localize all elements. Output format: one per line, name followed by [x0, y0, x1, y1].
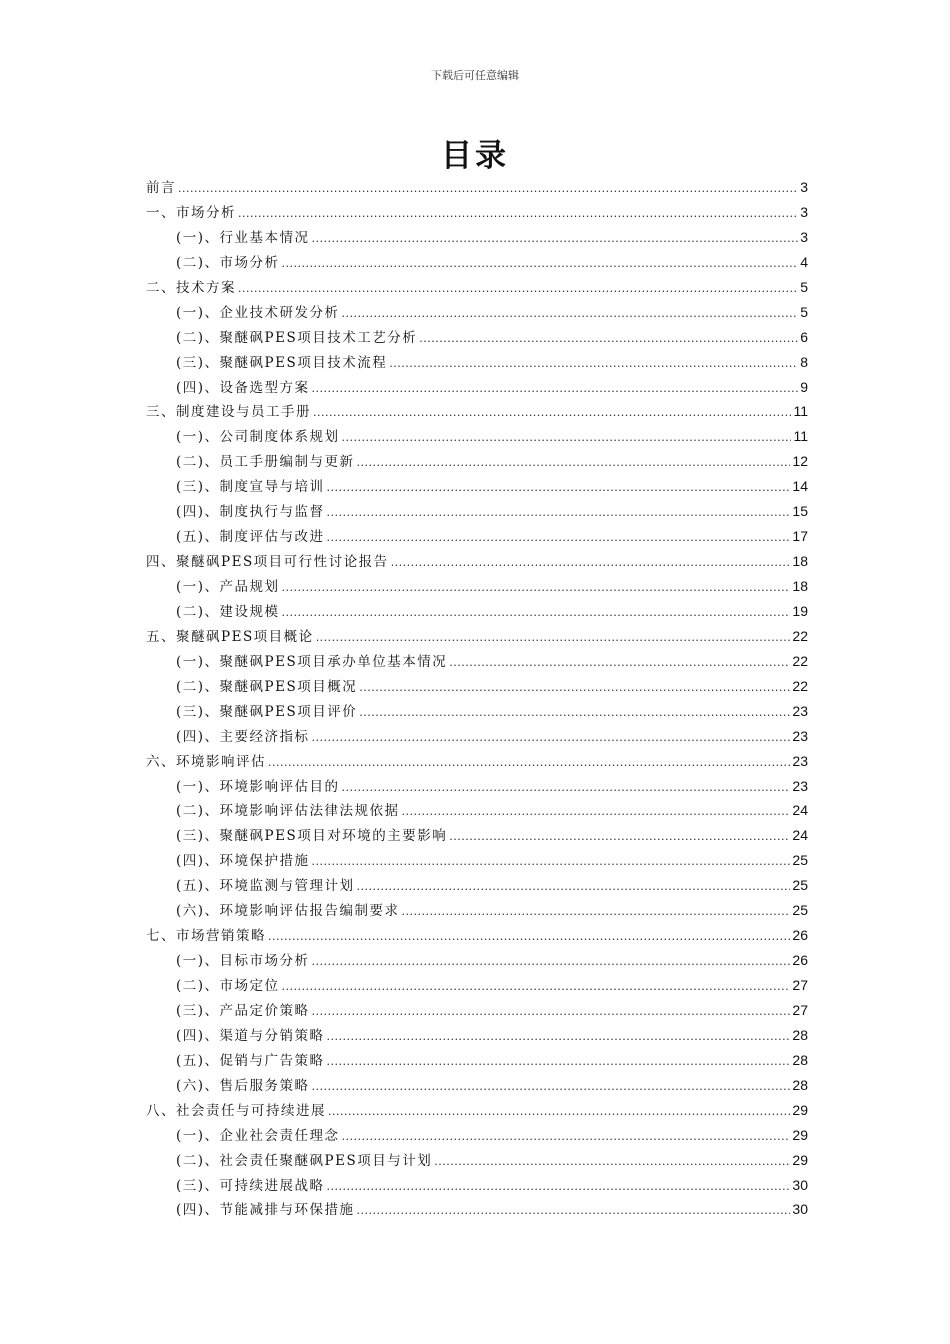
toc-entry-page-number: 8 — [800, 353, 808, 370]
toc-entry[interactable] — [146, 848, 808, 873]
toc-entry[interactable] — [146, 474, 808, 499]
toc-entry-label: (四)、制度执行与监督 — [176, 504, 325, 521]
toc-entry-page-number: 25 — [792, 902, 808, 919]
toc-entry-label: (四)、设备选型方案 — [176, 379, 310, 396]
toc-entry[interactable] — [146, 823, 808, 848]
toc-entry-label: (一)、产品规划 — [176, 579, 280, 595]
toc-entry-page-number: 18 — [792, 578, 808, 594]
toc-entry[interactable] — [146, 1197, 808, 1222]
toc-dot-leader — [327, 501, 791, 526]
toc-entry-label: (六)、环境影响评估报告编制要求 — [176, 903, 400, 920]
toc-entry-label: (五)、促销与广告策略 — [176, 1052, 325, 1069]
toc-entry[interactable] — [146, 175, 808, 200]
toc-entry-page-number: 26 — [792, 952, 808, 969]
toc-dot-leader — [282, 576, 791, 601]
toc-entry-page-number: 19 — [792, 602, 808, 619]
toc-entry-page-number: 5 — [800, 303, 808, 320]
toc-dot-leader — [312, 850, 791, 875]
toc-dot-leader — [312, 1075, 791, 1100]
toc-entry[interactable] — [146, 649, 808, 674]
toc-entry-page-number: 3 — [800, 228, 808, 245]
toc-entry[interactable] — [146, 699, 808, 724]
toc-entry-page-number: 23 — [792, 777, 808, 794]
toc-entry-page-number: 23 — [792, 727, 808, 744]
toc-entry[interactable] — [146, 1023, 808, 1048]
toc-dot-leader — [342, 1125, 791, 1150]
toc-entry-label: (四)、节能减排与环保措施 — [176, 1202, 355, 1219]
toc-entry[interactable] — [146, 923, 808, 948]
toc-dot-leader — [313, 401, 791, 426]
toc-entry[interactable] — [146, 375, 808, 400]
toc-entry-page-number: 28 — [792, 1026, 808, 1043]
toc-entry-page-number: 28 — [792, 1051, 808, 1068]
toc-dot-leader — [238, 202, 798, 227]
toc-entry[interactable] — [146, 1048, 808, 1073]
toc-entry-label: (四)、渠道与分销策略 — [176, 1027, 325, 1044]
toc-dot-leader — [238, 277, 798, 302]
toc-entry-page-number: 26 — [792, 927, 808, 944]
toc-dot-leader — [389, 352, 798, 377]
toc-entry-page-number: 23 — [792, 702, 808, 719]
toc-entry-page-number: 18 — [792, 553, 808, 570]
toc-entry-label: (一)、目标市场分析 — [176, 953, 310, 970]
toc-entry-page-number: 17 — [792, 528, 808, 545]
toc-entry-label: (三)、聚醚砜PES项目评价 — [176, 703, 358, 720]
toc-dot-leader — [419, 327, 798, 352]
toc-entry-label: (三)、聚醚砜PES项目技术流程 — [176, 354, 388, 371]
toc-entry[interactable] — [146, 524, 808, 549]
toc-entry-label: 四、聚醚砜PES项目可行性讨论报告 — [146, 554, 389, 571]
toc-dot-leader — [312, 726, 791, 751]
toc-dot-leader — [342, 776, 791, 801]
toc-entry[interactable] — [146, 973, 808, 998]
toc-entry-page-number: 5 — [800, 278, 808, 295]
toc-dot-leader — [327, 1025, 791, 1050]
toc-entry-page-number: 22 — [792, 652, 808, 669]
toc-dot-leader — [342, 426, 792, 451]
toc-dot-leader — [327, 1050, 791, 1075]
toc-entry-label: 六、环境影响评估 — [146, 753, 266, 770]
toc-entry-label: (一)、行业基本情况 — [176, 229, 310, 246]
toc-entry-label: (一)、聚醚砜PES项目承办单位基本情况 — [176, 653, 448, 670]
toc-dot-leader — [327, 526, 791, 551]
toc-entry-page-number: 3 — [800, 179, 808, 195]
toc-entry-label: (二)、环境影响评估法律法规依据 — [176, 803, 400, 820]
toc-dot-leader — [327, 1175, 791, 1200]
toc-dot-leader — [282, 975, 791, 1000]
toc-entry-page-number: 11 — [793, 428, 808, 445]
toc-entry[interactable] — [146, 749, 808, 774]
toc-entry[interactable] — [146, 399, 808, 424]
toc-title: 目录 — [441, 138, 509, 174]
toc-entry-label: (四)、环境保护措施 — [176, 853, 310, 870]
toc-entry[interactable] — [146, 724, 808, 749]
toc-dot-leader — [316, 626, 791, 651]
toc-entry-label: 一、市场分析 — [146, 204, 236, 221]
toc-dot-leader — [342, 302, 799, 327]
toc-dot-leader — [359, 701, 790, 726]
toc-entry-label: (二)、社会责任聚醚砜PES项目与计划 — [176, 1152, 433, 1169]
toc-entry-label: (一)、公司制度体系规划 — [176, 429, 340, 446]
toc-entry-page-number: 25 — [792, 852, 808, 869]
toc-entry-page-number: 6 — [800, 328, 808, 345]
toc-dot-leader — [282, 601, 791, 626]
toc-entry[interactable] — [146, 275, 808, 300]
toc-entry[interactable] — [146, 424, 808, 449]
toc-entry-label: 五、聚醚砜PES项目概论 — [146, 628, 314, 645]
toc-dot-leader — [357, 875, 791, 900]
toc-dot-leader — [391, 551, 791, 576]
toc-entry-page-number: 15 — [792, 503, 808, 520]
toc-entry[interactable] — [146, 574, 808, 599]
toc-dot-leader — [178, 177, 798, 202]
toc-dot-leader — [402, 800, 791, 825]
toc-entry-label: (三)、制度宣导与培训 — [176, 479, 325, 496]
toc-dot-leader — [268, 751, 790, 776]
toc-entry-page-number: 9 — [800, 378, 808, 395]
toc-entry[interactable] — [146, 300, 808, 325]
toc-entry[interactable] — [146, 798, 808, 823]
toc-entry-page-number: 23 — [792, 752, 808, 769]
toc-entry[interactable] — [146, 599, 808, 624]
toc-dot-leader — [359, 676, 790, 701]
toc-entry-page-number: 29 — [792, 1101, 808, 1118]
toc-entry[interactable] — [146, 1098, 808, 1123]
toc-entry[interactable] — [146, 1123, 808, 1148]
toc-entry[interactable] — [146, 1173, 808, 1198]
toc-entry-label: (六)、售后服务策略 — [176, 1077, 310, 1094]
toc-dot-leader — [328, 1100, 790, 1125]
toc-entry-label: 八、社会责任与可持续进展 — [146, 1102, 326, 1119]
toc-entry[interactable] — [146, 1073, 808, 1098]
toc-entry-label: (二)、聚醚砜PES项目技术工艺分析 — [176, 329, 418, 346]
toc-entry-label: 前言 — [146, 180, 176, 196]
toc-entry-page-number: 22 — [792, 677, 808, 694]
toc-entry-label: (三)、可持续进展战略 — [176, 1177, 325, 1194]
toc-entry-label: 二、技术方案 — [146, 279, 236, 296]
toc-entry[interactable] — [146, 948, 808, 973]
toc-entry-page-number: 22 — [792, 627, 808, 644]
toc-entry[interactable] — [146, 898, 808, 923]
toc-entry-label: (四)、主要经济指标 — [176, 728, 310, 745]
toc-entry-page-number: 24 — [792, 802, 808, 819]
toc-entry[interactable] — [146, 624, 808, 649]
toc-entry-label: (一)、环境影响评估目的 — [176, 778, 340, 795]
toc-dot-leader — [357, 1199, 791, 1224]
toc-dot-leader — [312, 950, 791, 975]
toc-entry-label: (五)、环境监测与管理计划 — [176, 878, 355, 895]
toc-entry-page-number: 30 — [792, 1176, 808, 1193]
toc-entry[interactable] — [146, 499, 808, 524]
toc-entry-label: 三、制度建设与员工手册 — [146, 404, 311, 421]
toc-entry-page-number: 3 — [800, 203, 808, 220]
toc-entry-label: (二)、建设规模 — [176, 603, 280, 620]
toc-entry-page-number: 25 — [792, 877, 808, 894]
toc-entry[interactable] — [146, 250, 808, 275]
toc-entry-page-number: 27 — [792, 977, 808, 993]
toc-entry[interactable] — [146, 449, 808, 474]
toc-entry-page-number: 11 — [793, 403, 808, 420]
toc-entry-label: (二)、市场定位 — [176, 978, 280, 994]
toc-entry[interactable] — [146, 774, 808, 799]
toc-entry-label: (三)、聚醚砜PES项目对环境的主要影响 — [176, 828, 448, 845]
toc-entry[interactable] — [146, 873, 808, 898]
toc-entry-page-number: 30 — [792, 1201, 808, 1218]
toc-dot-leader — [312, 227, 799, 252]
toc-entry-label: (一)、企业社会责任理念 — [176, 1127, 340, 1144]
toc-entry-page-number: 28 — [792, 1076, 808, 1093]
toc-entry[interactable] — [146, 549, 808, 574]
toc-entry-page-number: 29 — [792, 1126, 808, 1143]
toc-entry[interactable] — [146, 225, 808, 250]
toc-dot-leader — [449, 825, 790, 850]
toc-entry-label: (二)、市场分析 — [176, 254, 280, 271]
toc-entry-page-number: 29 — [792, 1151, 808, 1168]
toc-entry[interactable] — [146, 350, 808, 375]
toc-dot-leader — [312, 377, 799, 402]
toc-entry-page-number: 4 — [800, 253, 808, 270]
toc-entry-page-number: 27 — [792, 1001, 808, 1018]
header-note: 下载后可任意编辑 — [431, 69, 519, 82]
toc-entry[interactable] — [146, 1148, 808, 1173]
toc-dot-leader — [312, 1000, 791, 1025]
toc-entry-label: (五)、制度评估与改进 — [176, 529, 325, 546]
toc-entry[interactable] — [146, 998, 808, 1023]
toc-dot-leader — [327, 476, 791, 501]
toc-list — [146, 175, 808, 1222]
toc-entry-page-number: 12 — [792, 453, 808, 470]
toc-entry-label: (二)、员工手册编制与更新 — [176, 454, 355, 471]
toc-dot-leader — [434, 1150, 790, 1175]
toc-dot-leader — [357, 451, 791, 476]
toc-dot-leader — [449, 651, 790, 676]
toc-entry[interactable] — [146, 325, 808, 350]
toc-dot-leader — [268, 925, 790, 950]
toc-entry-label: 七、市场营销策略 — [146, 928, 266, 945]
toc-dot-leader — [282, 252, 799, 277]
toc-entry-label: (一)、企业技术研发分析 — [176, 304, 340, 321]
toc-entry-page-number: 24 — [792, 827, 808, 844]
toc-entry-page-number: 14 — [792, 478, 808, 495]
toc-dot-leader — [402, 900, 791, 925]
toc-entry[interactable] — [146, 674, 808, 699]
toc-entry-label: (二)、聚醚砜PES项目概况 — [176, 678, 358, 695]
toc-entry-label: (三)、产品定价策略 — [176, 1002, 310, 1019]
toc-entry[interactable] — [146, 200, 808, 225]
